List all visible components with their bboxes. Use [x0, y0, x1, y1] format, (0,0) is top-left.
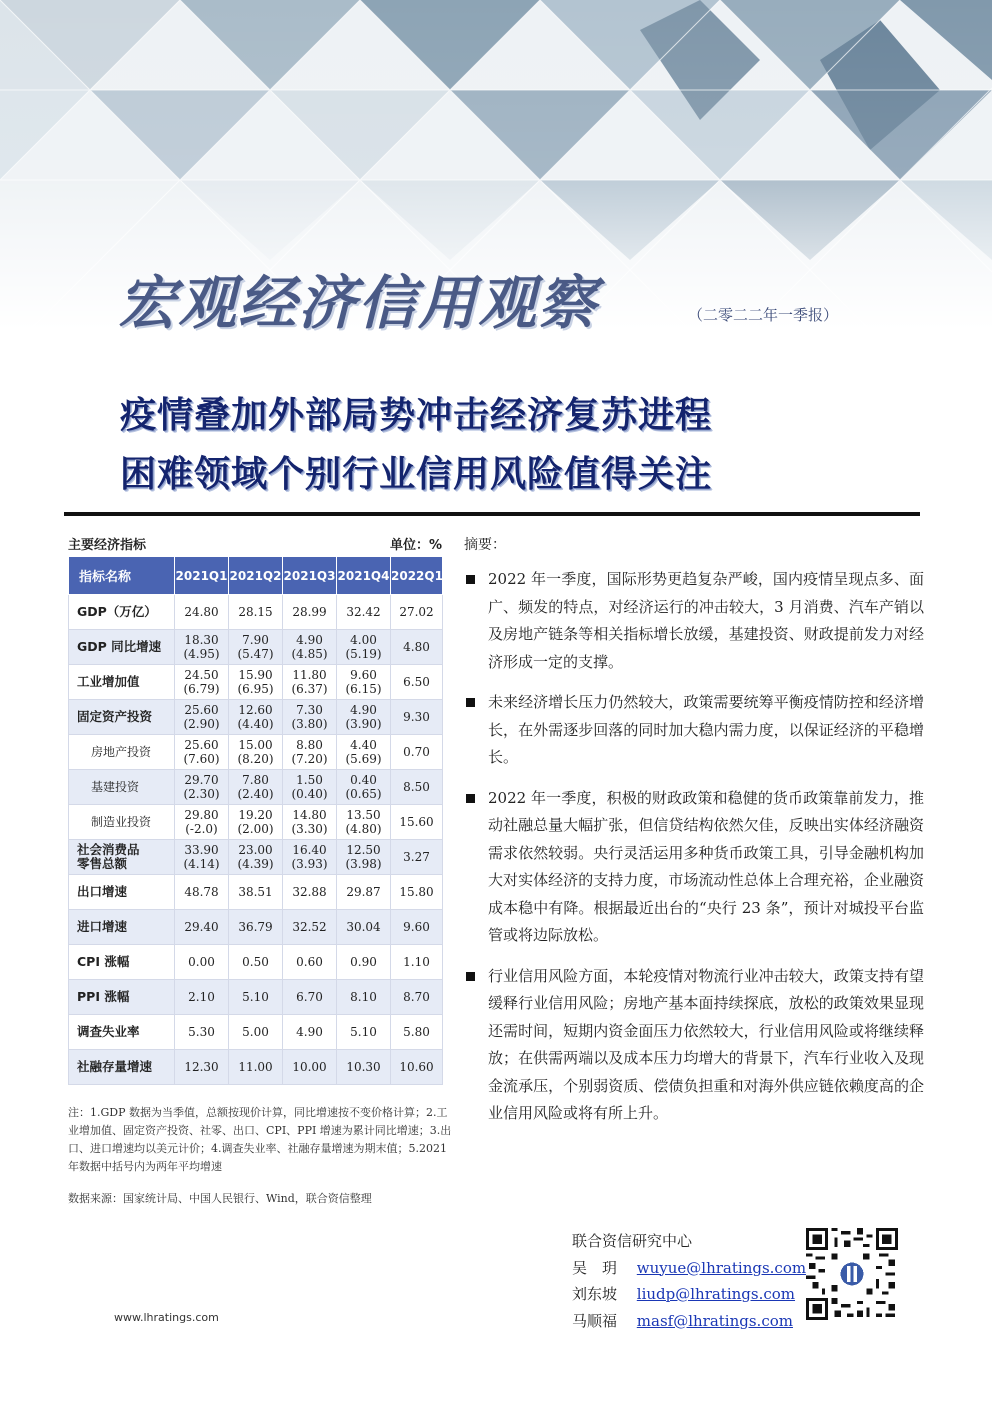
table-cell: 9.60	[391, 910, 443, 945]
cell-two-year-avg: (4.80)	[345, 822, 382, 836]
cell-value: 8.80	[296, 738, 323, 752]
contact-row	[572, 1308, 806, 1335]
table-cell	[175, 840, 229, 875]
cell-value: 12.60	[238, 703, 273, 717]
table-cell: 28.15	[229, 595, 283, 630]
cell-value: 16.40	[292, 843, 327, 857]
cell-two-year-avg: (3.30)	[291, 822, 328, 836]
data-source: 数据来源：国家统计局、中国人民银行、Wind，联合资信整理	[68, 1192, 372, 1205]
table-row	[69, 875, 443, 910]
table-row	[69, 1050, 443, 1085]
cell-value: 15.00	[238, 738, 273, 752]
table-cell: 1.10	[391, 945, 443, 980]
cell-two-year-avg: (6.37)	[291, 682, 328, 696]
cell-two-year-avg: (3.90)	[345, 717, 382, 731]
cell-value: 23.00	[238, 843, 273, 857]
table-notes: 注：1.GDP 数据为当季值，总额按现价计算，同比增速按不变价格计算；2.工业增加值、固定资产投资、社零、出口、CPI、PPI 增速为累计同比增速；3.出口、进口增速均以美元计价；4.调查失业率、社融存量增速为期末值；5.2021 年数据中括号内为两年平均增速	[68, 1106, 452, 1173]
row-label: GDP（万亿）	[69, 595, 175, 630]
cell-two-year-avg: (4.14)	[183, 857, 220, 871]
row-label: CPI 涨幅	[69, 945, 175, 980]
table-cell: 0.50	[229, 945, 283, 980]
economic-indicators-table	[68, 556, 443, 1085]
table-cell: 30.04	[337, 910, 391, 945]
table-cell	[229, 735, 283, 770]
cell-value: 13.50	[346, 808, 381, 822]
cell-two-year-avg: (6.15)	[345, 682, 382, 696]
table-cell: 29.87	[337, 875, 391, 910]
cell-two-year-avg: (5.69)	[345, 752, 382, 766]
column-header: 2022Q1	[391, 557, 443, 595]
cell-value: 18.30	[184, 633, 219, 647]
table-cell: 32.88	[283, 875, 337, 910]
table-cell	[337, 735, 391, 770]
cell-value: 33.90	[184, 843, 219, 857]
cell-value: 7.30	[296, 703, 323, 717]
abstract-section	[464, 534, 924, 1141]
abstract-bullet-text: 2022 年一季度，积极的财政政策和稳健的货币政策靠前发力，推动社融总量大幅扩张，但信贷结构依然欠佳，反映出实体经济融资需求依然较弱。央行灵活运用多种货币政策工具，引导金融机构加大对实体经济的支持力度，市场流动性总体上合理充裕，企业融资成本稳中有降。根据最近出台的“央行 23 条”，预计对城投平台监管或将边际放松。	[488, 788, 924, 944]
table-cell	[175, 735, 229, 770]
table-row	[69, 910, 443, 945]
table-cell: 0.70	[391, 735, 443, 770]
cell-value: 9.60	[350, 668, 377, 682]
contact-email-link[interactable]: liudp@lhratings.com	[636, 1285, 796, 1303]
table-cell	[337, 700, 391, 735]
cell-value: 29.70	[184, 773, 219, 787]
cell-two-year-avg: (3.80)	[291, 717, 328, 731]
bullet-square-icon	[466, 698, 475, 707]
table-cell: 6.50	[391, 665, 443, 700]
abstract-bullet	[464, 689, 924, 772]
table-row	[69, 1015, 443, 1050]
cell-two-year-avg: (7.20)	[291, 752, 328, 766]
cell-two-year-avg: (4.85)	[291, 647, 328, 661]
table-cell: 6.70	[283, 980, 337, 1015]
table-cell	[175, 700, 229, 735]
cell-value: 7.90	[242, 633, 269, 647]
table-header-row	[69, 557, 443, 595]
row-label-line-1: 社会消费品	[77, 842, 140, 857]
contact-email-link[interactable]: masf@lhratings.com	[636, 1311, 793, 1330]
table-row	[69, 630, 443, 665]
table-cell: 28.99	[283, 595, 337, 630]
column-header: 2021Q4	[337, 557, 391, 595]
cell-two-year-avg: (2.40)	[237, 787, 274, 801]
table-unit: 单位：%	[389, 538, 442, 553]
table-cell: 5.00	[229, 1015, 283, 1050]
bullet-square-icon	[466, 972, 475, 981]
qr-code-icon	[806, 1228, 898, 1320]
table-caption	[68, 534, 442, 554]
section-divider	[64, 512, 920, 516]
table-cell: 15.80	[391, 875, 443, 910]
contact-name: 刘东坡	[572, 1285, 618, 1303]
contact-name: 吴 玥	[572, 1258, 618, 1277]
report-subtitle: （二零二二年一季报）	[688, 306, 839, 324]
table-cell: 15.60	[391, 805, 443, 840]
contact-row	[572, 1255, 806, 1282]
abstract-bullet-text: 2022 年一季度，国际形势更趋复杂严峻，国内疫情呈现点多、面广、频发的特点，对经济运行的冲击较大，3 月消费、汽车产销以及房地产链条等相关指标增长放缓，基建投资、财政提前发力对经济形成一定的支撑。	[488, 570, 924, 671]
table-cell: 10.00	[283, 1050, 337, 1085]
row-label: 调查失业率	[69, 1015, 175, 1050]
row-label: 出口增速	[69, 875, 175, 910]
bullet-square-icon	[466, 575, 475, 584]
cell-two-year-avg: (-2.0)	[185, 822, 218, 836]
cell-value: 15.90	[238, 668, 273, 682]
table-cell	[229, 805, 283, 840]
row-label: 制造业投资	[69, 805, 175, 840]
table-cell	[175, 630, 229, 665]
cell-value: 4.90	[296, 633, 323, 647]
table-cell: 27.02	[391, 595, 443, 630]
row-label-line-2: 零售总额	[77, 856, 128, 871]
table-row	[69, 735, 443, 770]
cell-value: 11.80	[292, 668, 327, 682]
table-cell: 4.90	[283, 1015, 337, 1050]
cell-value: 19.20	[238, 808, 273, 822]
table-row	[69, 980, 443, 1015]
table-row	[69, 805, 443, 840]
table-cell: 32.42	[337, 595, 391, 630]
table-cell: 5.10	[337, 1015, 391, 1050]
cell-value: 4.40	[350, 738, 377, 752]
table-cell: 4.80	[391, 630, 443, 665]
table-cell: 48.78	[175, 875, 229, 910]
table-cell: 36.79	[229, 910, 283, 945]
table-cell: 9.30	[391, 700, 443, 735]
cell-two-year-avg: (0.65)	[345, 787, 382, 801]
table-cell: 32.52	[283, 910, 337, 945]
abstract-bullet	[464, 963, 924, 1128]
contact-org: 联合资信研究中心	[572, 1232, 693, 1250]
report-title: 宏观经济信用观察	[118, 269, 599, 337]
cell-two-year-avg: (7.60)	[183, 752, 220, 766]
table-row	[69, 770, 443, 805]
table-row	[69, 945, 443, 980]
cell-value: 0.40	[350, 773, 377, 787]
cell-value: 4.00	[350, 633, 377, 647]
row-label: 基建投资	[69, 770, 175, 805]
cell-value: 24.50	[184, 668, 219, 682]
abstract-bullet	[464, 785, 924, 950]
bullet-square-icon	[466, 794, 475, 803]
table-cell: 5.10	[229, 980, 283, 1015]
table-row	[69, 665, 443, 700]
table-cell: 0.00	[175, 945, 229, 980]
table-cell: 5.80	[391, 1015, 443, 1050]
table-cell	[175, 805, 229, 840]
column-header: 2021Q3	[283, 557, 337, 595]
row-label: 固定资产投资	[69, 700, 175, 735]
table-cell: 5.30	[175, 1015, 229, 1050]
table-cell	[229, 700, 283, 735]
table-cell	[283, 840, 337, 875]
table-cell	[229, 770, 283, 805]
table-cell	[175, 770, 229, 805]
table-cell	[229, 630, 283, 665]
table-cell	[283, 630, 337, 665]
table-cell: 2.10	[175, 980, 229, 1015]
table-cell: 8.10	[337, 980, 391, 1015]
table-cell: 10.30	[337, 1050, 391, 1085]
cell-value: 12.50	[346, 843, 381, 857]
cell-two-year-avg: (4.95)	[183, 647, 220, 661]
column-header: 指标名称	[69, 557, 175, 595]
table-cell: 38.51	[229, 875, 283, 910]
cell-two-year-avg: (4.39)	[237, 857, 274, 871]
cell-value: 4.90	[350, 703, 377, 717]
row-label: GDP 同比增速	[69, 630, 175, 665]
table-cell	[229, 665, 283, 700]
row-label: 进口增速	[69, 910, 175, 945]
table-row	[69, 700, 443, 735]
cell-two-year-avg: (8.20)	[237, 752, 274, 766]
cell-value: 1.50	[296, 773, 323, 787]
table-cell	[337, 770, 391, 805]
row-label: PPI 涨幅	[69, 980, 175, 1015]
cell-two-year-avg: (4.40)	[237, 717, 274, 731]
row-label: 房地产投资	[69, 735, 175, 770]
column-header: 2021Q1	[175, 557, 229, 595]
headline-line-1: 疫情叠加外部局势冲击经济复苏进程	[120, 395, 713, 436]
table-cell	[337, 805, 391, 840]
row-label: 工业增加值	[69, 665, 175, 700]
table-cell: 8.70	[391, 980, 443, 1015]
table-caption-title: 主要经济指标	[68, 538, 147, 553]
table-cell	[283, 665, 337, 700]
table-cell: 0.60	[283, 945, 337, 980]
table-cell: 11.00	[229, 1050, 283, 1085]
cell-value: 7.80	[242, 773, 269, 787]
table-cell	[283, 735, 337, 770]
table-cell: 24.80	[175, 595, 229, 630]
cell-value: 29.80	[184, 808, 219, 822]
table-row	[69, 595, 443, 630]
table-cell	[175, 665, 229, 700]
cell-two-year-avg: (2.00)	[237, 822, 274, 836]
contact-name: 马顺福	[572, 1311, 618, 1330]
contact-email-link[interactable]: wuyue@lhratings.com	[636, 1258, 807, 1277]
cell-two-year-avg: (6.79)	[183, 682, 220, 696]
table-cell	[337, 630, 391, 665]
contact-row	[572, 1281, 806, 1308]
table-cell: 29.40	[175, 910, 229, 945]
row-label: 社融存量增速	[69, 1050, 175, 1085]
row-label	[69, 840, 175, 875]
table-cell: 10.60	[391, 1050, 443, 1085]
table-cell	[283, 700, 337, 735]
table-cell	[229, 840, 283, 875]
cell-two-year-avg: (3.93)	[291, 857, 328, 871]
cell-two-year-avg: (5.47)	[237, 647, 274, 661]
column-header: 2021Q2	[229, 557, 283, 595]
headline-line-2: 困难领域个别行业信用风险值得关注	[120, 454, 713, 495]
contact-block	[572, 1228, 806, 1334]
cell-value: 25.60	[184, 738, 219, 752]
cell-two-year-avg: (2.30)	[183, 787, 220, 801]
cell-value: 25.60	[184, 703, 219, 717]
cell-value: 14.80	[292, 808, 327, 822]
cell-two-year-avg: (0.40)	[291, 787, 328, 801]
table-cell	[337, 665, 391, 700]
table-cell	[283, 770, 337, 805]
table-cell: 0.90	[337, 945, 391, 980]
abstract-bullet	[464, 566, 924, 676]
table-cell	[283, 805, 337, 840]
abstract-bullet-text: 行业信用风险方面，本轮疫情对物流行业冲击较大，政策支持有望缓释行业信用风险；房地产基本面持续探底，放松的政策效果显现还需时间，短期内资金面压力依然较大，行业信用风险或将继续释放；在供需两端以及成本压力均增大的背景下，汽车行业收入及现金流承压，个别弱资质、偿债负担重和对海外供应链依赖度高的企业信用风险或将有所上升。	[488, 966, 924, 1122]
table-cell: 12.30	[175, 1050, 229, 1085]
website-url[interactable]: www.lhratings.com	[114, 1311, 219, 1324]
abstract-bullet-text: 未来经济增长压力仍然较大，政策需要统筹平衡疫情防控和经济增长，在外需逐步回落的同时加大稳内需力度，以保证经济的平稳增长。	[488, 693, 924, 766]
table-cell	[337, 840, 391, 875]
table-row	[69, 840, 443, 875]
cell-two-year-avg: (6.95)	[237, 682, 274, 696]
cell-two-year-avg: (5.19)	[345, 647, 382, 661]
abstract-label: 摘要：	[464, 537, 506, 553]
table-cell: 8.50	[391, 770, 443, 805]
table-cell: 3.27	[391, 840, 443, 875]
cell-two-year-avg: (3.98)	[345, 857, 382, 871]
cell-two-year-avg: (2.90)	[183, 717, 220, 731]
